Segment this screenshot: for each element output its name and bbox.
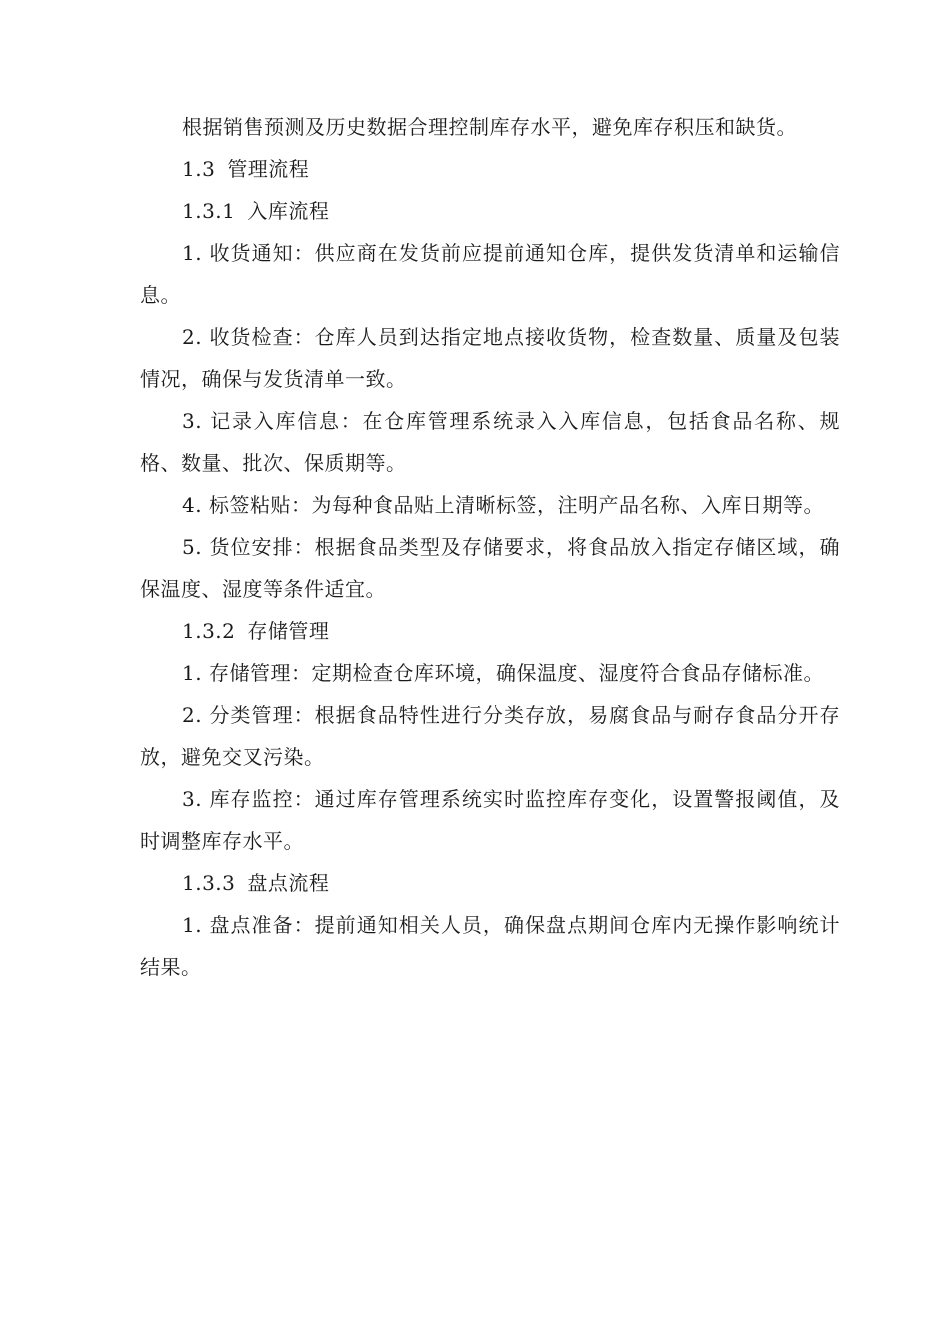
section-number: 1.3.2 (182, 619, 236, 643)
section-number: 1.3.3 (182, 871, 236, 895)
list-item-label-attaching: 4. 标签粘贴：为每种食品贴上清晰标签，注明产品名称、入库日期等。 (182, 493, 824, 517)
section-heading-storage-management (140, 610, 840, 652)
list-item-category-management: 2. 分类管理：根据食品特性进行分类存放，易腐食品与耐存食品分开存放，避免交叉污染。 (140, 703, 840, 769)
section-heading-stocktaking-process (140, 862, 840, 904)
list-item-record-inbound-info: 3. 记录入库信息：在仓库管理系统录入入库信息，包括食品名称、规格、数量、批次、保质期等。 (140, 409, 840, 475)
section-number: 1.3 (182, 157, 216, 181)
list-item-storage-management: 1. 存储管理：定期检查仓库环境，确保温度、湿度符合食品存储标准。 (182, 661, 824, 685)
list-item-receiving-notice: 1. 收货通知：供应商在发货前应提前通知仓库，提供发货清单和运输信息。 (140, 241, 840, 307)
section-title: 管理流程 (227, 157, 310, 181)
section-title: 盘点流程 (247, 871, 330, 895)
list-item-stocktaking-preparation: 1. 盘点准备：提前通知相关人员，确保盘点期间仓库内无操作影响统计结果。 (140, 913, 840, 979)
section-heading-management-process (140, 148, 840, 190)
document-body (140, 106, 840, 988)
section-title: 入库流程 (247, 199, 330, 223)
section-number: 1.3.1 (182, 199, 236, 223)
list-item-receiving-inspection: 2. 收货检查：仓库人员到达指定地点接收货物，检查数量、质量及包装情况，确保与发货清单一致。 (140, 325, 840, 391)
section-title: 存储管理 (247, 619, 330, 643)
paragraph-inventory-control: 根据销售预测及历史数据合理控制库存水平，避免库存积压和缺货。 (182, 115, 797, 139)
list-item-location-arrangement: 5. 货位安排：根据食品类型及存储要求，将食品放入指定存储区域，确保温度、湿度等条件适宜。 (140, 535, 840, 601)
section-heading-inbound-process (140, 190, 840, 232)
list-item-inventory-monitoring: 3. 库存监控：通过库存管理系统实时监控库存变化，设置警报阈值，及时调整库存水平。 (140, 787, 840, 853)
